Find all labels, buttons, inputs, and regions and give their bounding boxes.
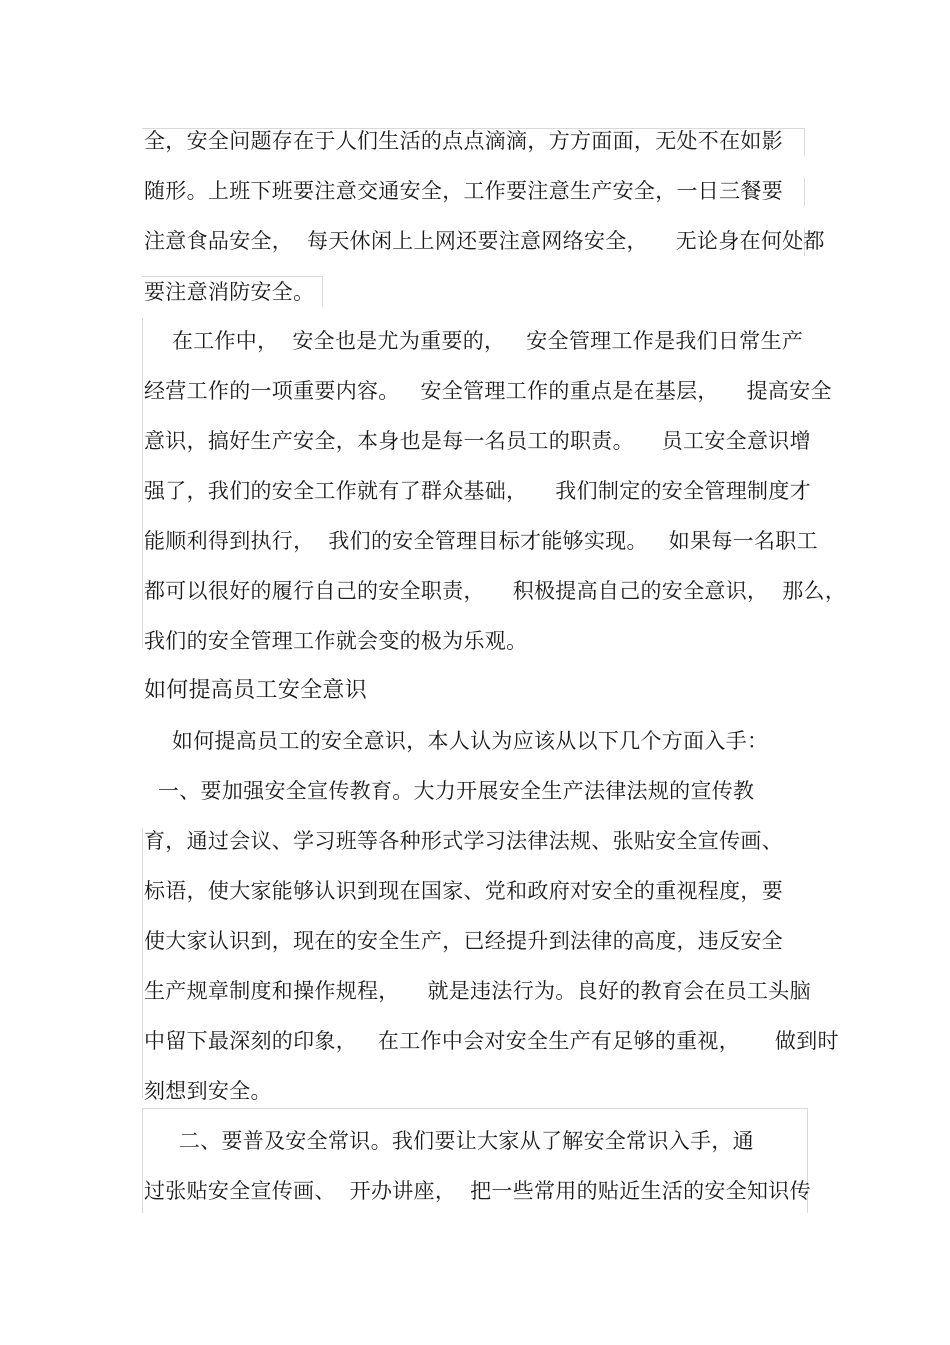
paragraph-line: 意识，搞好生产安全，本身也是每一名员工的职责。 员工安全意识增 [144,429,811,453]
scan-frame-right-1 [804,128,805,156]
paragraph-line: 全，安全问题存在于人们生活的点点滴滴，方方面面，无处不在如影 [144,129,783,153]
paragraph-line: 都可以很好的履行自己的安全职责， 积极提高自己的安全意识， 那么， [144,579,847,603]
paragraph-line: 我们的安全管理工作就会变的极为乐观。 [144,629,528,653]
paragraph-line: 中留下最深刻的印象， 在工作中会对安全生产有足够的重视， 做到时 [144,1029,839,1053]
paragraph-line: 生产规章制度和操作规程， 就是违法行为。良好的教育会在员工头脑 [144,979,811,1003]
paragraph-line: 注意食品安全， 每天休闲上上网还要注意网络安全， 无论身在何处都 [144,229,825,253]
paragraph-line: 在工作中， 安全也是尤为重要的， 安全管理工作是我们日常生产 [144,329,804,353]
paragraph-line: 刻想到安全。 [144,1079,272,1103]
paragraph-line: 经营工作的一项重要内容。 安全管理工作的重点是在基层， 提高安全 [144,379,832,403]
scan-frame-left-2 [142,828,143,1098]
scan-frame-left-1 [142,318,143,648]
section-heading: 如何提高员工安全意识 [144,678,368,703]
paragraph-line: 使大家认识到，现在的安全生产，已经提升到法律的高度，违反安全 [144,929,783,953]
paragraph-line: 随形。上班下班要注意交通安全，工作要注意生产安全，一日三餐要 [144,179,783,203]
paragraph-line: 一、要加强安全宣传教育。大力开展安全生产法律法规的宣传教 [144,779,755,803]
paragraph-line: 能顺利得到执行， 我们的安全管理目标才能够实现。 如果每一名职工 [144,529,818,553]
scan-frame-right-2 [804,178,805,206]
paragraph-line: 过张贴安全宣传画、 开办讲座， 把一些常用的贴近生活的安全知识传 [144,1179,811,1203]
paragraph-line: 强了，我们的安全工作就有了群众基础， 我们制定的安全管理制度才 [144,479,811,503]
paragraph-line: 要注意消防安全。 [144,280,315,304]
paragraph-line: 二、要普及安全常识。我们要让大家从了解安全常识入手，通 [144,1129,754,1153]
paragraph-line: 育，通过会议、学习班等各种形式学习法律法规、张贴安全宣传画、 [144,829,783,853]
paragraph-line: 标语，使大家能够认识到现在国家、党和政府对安全的重视程度，要 [144,879,783,903]
paragraph-line: 如何提高员工的安全意识，本人认为应该从以下几个方面入手： [144,729,769,753]
